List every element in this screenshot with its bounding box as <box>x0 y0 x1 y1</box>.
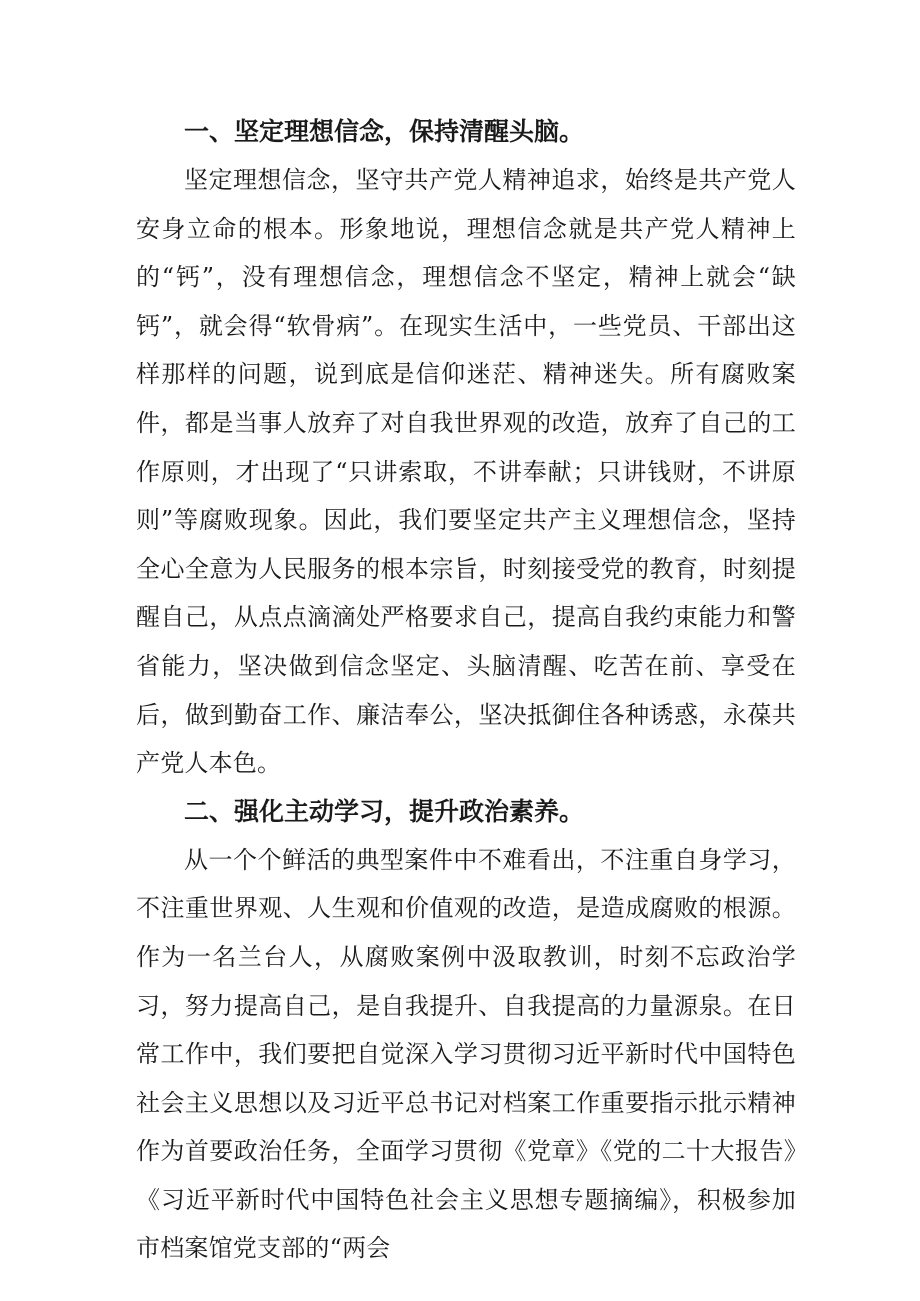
section-heading-1: 一、坚定理想信念，保持清醒头脑。 <box>184 117 585 146</box>
section-paragraph-2: 从一个个鲜活的典型案件中不难看出，不注重自身学习，不注重世界观、人生观和价值观的改造，是造成腐败的根源。作为一名兰台人，从腐败案例中汲取教训，时刻不忘政治学习，努力提高自己，是自我提升、自我提高的力量源泉。在日常工作中，我们要把自觉深入学习贯彻习近平新时代中国特色社会主义思想以及习近平总书记对档案工作重要指示批示精神作为首要政治任务，全面学习贯彻《党章》《党的二十大报告》《习近平新时代中国特色社会主义思想专题摘编》，积极参加市档案馆党支部的“两会 <box>136 845 796 1263</box>
section-heading-2: 二、强化主动学习，提升政治素养。 <box>184 796 585 826</box>
section-paragraph-1: 坚定理想信念，坚守共产党人精神追求，始终是共产党人安身立命的根本。形象地说，理想信念就是共产党人精神上的“钙”，没有理想信念，理想信念不坚定，精神上就会“缺钙”，就会得“软骨病”。在现实生活中，一些党员、干部出这样那样的问题，说到底是信仰迷茫、精神迷失。所有腐败案件，都是当事人放弃了对自我世界观的改造，放弃了自己的工作原则，才出现了“只讲索取，不讲奉献；只讲钱财，不讲原则”等腐败现象。因此，我们要坚定共产主义理想信念，坚持全心全意为人民服务的根本宗旨，时刻接受党的教育，时刻提醒自己，从点点滴滴处严格要求自己，提高自我约束能力和警省能力，坚决做到信念坚定、头脑清醒、吃苦在前、享受在后，做到勤奋工作、廉洁奉公，坚决抵御住各种诱惑，永葆共产党人本色。 <box>136 166 796 778</box>
document-body <box>136 108 796 1273</box>
